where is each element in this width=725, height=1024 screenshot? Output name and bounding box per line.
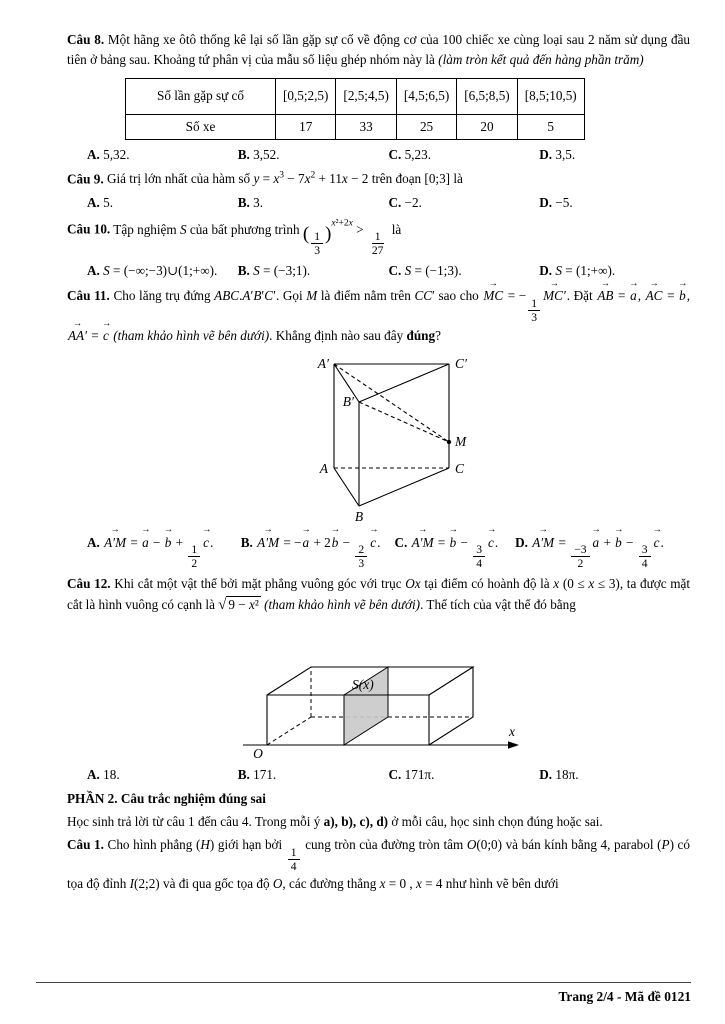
question-12 [67,574,690,786]
table-cell: 20 [457,114,517,139]
option-letter: C. [388,147,402,163]
option-text: 5,23. [404,147,431,163]
option-a [87,193,238,213]
page-footer [36,982,691,1008]
x-axis-label: x [508,724,515,740]
question-8-options [87,145,690,165]
part-2 [67,789,690,894]
question-11-figure-wrap [67,350,690,528]
option-b [238,193,389,213]
option-a [87,531,241,571]
table-header-cell: [8,5;10,5) [517,78,584,114]
cross-section-label: S(x) [351,677,374,693]
vertex-label-m: M [454,433,466,449]
question-11-statement [67,284,690,347]
option-b [241,531,395,571]
vertex-label-b: B [354,508,363,524]
option-letter: B. [237,194,250,210]
option-text: A′M → = −a → + 2b → − $\frac{2}{3}$ c →. [256,535,380,550]
option-text: 3,52. [253,147,280,163]
question-8-label: Câu 8. [67,32,105,47]
option-text: 171π. [404,767,435,783]
question-10-statement [67,216,690,258]
question-9-options [87,193,690,213]
question-9 [67,169,690,213]
question-8-statement [67,30,690,71]
question-10-text: Tập nghiệm S của bất phương trình ( $\frac{1}{3}$ )$^{x^2+2x}$ > $\frac{1}{27}$ là [113,218,402,258]
table-cell: 17 [276,114,336,139]
vertex-label-b-prime: B′ [342,393,354,409]
option-letter: B. [237,262,250,278]
question-9-label: Câu 9. [67,171,104,187]
option-letter: A. [87,147,100,163]
question-12-options [87,765,690,785]
option-a [87,145,238,165]
option-b [238,765,389,785]
option-c [389,193,540,213]
prism-hidden-edges [334,364,449,468]
table-header-cell: [2,5;4,5) [336,78,396,114]
option-letter: C. [388,767,402,783]
vertex-label-a-prime: A′ [317,355,329,371]
option-letter: D. [539,767,553,783]
option-c [395,531,516,571]
option-c [389,145,540,165]
question-10-label: Câu 10. [67,221,111,237]
vertex-label-a: A [319,460,328,476]
option-letter: C. [394,534,408,550]
option-text: 3,5. [555,147,576,163]
question-10 [67,216,690,281]
option-d [539,193,690,213]
option-text: A′M → = b → − $\frac{3}{4}$ c →. [411,535,499,550]
part2-heading: PHẦN 2. Câu trắc nghiệm đúng sai [67,790,266,806]
option-letter: A. [87,767,100,783]
option-text: S = (−1;3). [404,262,462,278]
option-c [389,261,540,281]
option-letter: B. [237,147,250,163]
option-letter: C. [388,262,402,278]
option-b [238,261,389,281]
table-header-cell: [0,5;2,5) [276,78,336,114]
prism-figure [264,350,494,528]
option-a [87,261,238,281]
table-cell: 5 [517,114,584,139]
question-9-text: Giá trị lớn nhất của hàm số $y = x^3 - 7x^2 + 11x - 2$ trên đoạn [0;3] là [106,170,463,187]
x-axis-arrow [508,741,519,749]
table-header-cell: [4,5;6,5) [396,78,456,114]
option-text: 18π. [555,767,579,783]
option-letter: A. [87,194,100,210]
table-header-cell: [6,5;8,5) [457,78,517,114]
option-letter: C. [388,194,402,210]
option-letter: D. [515,534,528,550]
option-text: 171. [253,767,277,783]
question-11-text: Cho lăng trụ đứng ABC.A′B′C′. Gọi M là điểm nằm trên CC′ sao cho MC → = − $\frac{1}{3}$ MC′ →. Đặt AB → = a →, AC → = b →, AA′ → = c → (tham khảo hình vẽ bên dưới). Khẳng định nào sau đây đúng? [67,288,690,343]
option-text: 18. [103,767,120,783]
question-12-statement [67,574,690,617]
option-letter: D. [539,194,553,210]
option-d [515,531,690,571]
option-letter: B. [237,767,250,783]
option-text: 3. [253,194,264,210]
option-letter: D. [539,262,553,278]
question-9-statement [67,169,690,190]
vertex-label-c-prime: C′ [454,355,467,371]
prism-solid-edges [334,364,449,506]
page-footer-text: Trang 2/4 - Mã đề 0121 [558,989,691,1005]
option-b [238,145,389,165]
option-text: A′M → = $\frac{-3}{2}$ a → + b → − $\frac{3}{4}$ c →. [531,535,664,550]
question-12-figure-wrap [67,620,690,762]
option-text: S = (1;+∞). [555,262,616,278]
part2-intro: Học sinh trả lời từ câu 1 đến câu 4. Trong mỗi ý a), b), c), d) ở mỗi câu, học sinh chọn đúng hoặc sai. [67,814,603,830]
table-cell: 33 [336,114,396,139]
solid-figure [229,620,529,762]
table-header-row [126,78,585,114]
option-text: −2. [404,194,422,210]
question-11-options [87,531,690,571]
table-cell: Số xe [126,114,276,139]
question-12-label: Câu 12. [67,575,111,591]
table-cell: 25 [396,114,456,139]
option-text: A′M → = a → − b → + $\frac{1}{2}$ c →. [103,535,213,550]
option-letter: D. [539,147,553,163]
option-text: −5. [555,194,573,210]
table-header-cell: Số lần gặp sự cố [126,78,276,114]
question-8 [67,30,690,166]
option-d [539,145,690,165]
vertex-label-c: C [454,460,464,476]
option-a [87,765,238,785]
option-text: 5,32. [103,147,130,163]
frequency-table [125,78,585,140]
option-text: 5. [103,194,114,210]
question-8-text: Một hãng xe ôtô thống kê lại số lần gặp sự cố về động cơ của 100 chiếc xe cùng loại sau 2 năm sử dụng đầu tiên ở bảng sau. Khoảng tứ phân vị của mẫu số liệu ghép nhóm này là (làm tròn kết quả đến hàng phần trăm) [67,32,691,68]
option-letter: A. [87,534,100,550]
part2-question-1-label: Câu 1. [67,837,104,853]
table-row [126,114,585,139]
question-11-label: Câu 11. [67,288,110,304]
option-c [389,765,540,785]
option-letter: A. [87,262,100,278]
question-11 [67,284,690,571]
option-letter: B. [240,534,253,550]
part2-question-1-text: Cho hình phẳng (H) giới hạn bởi $\frac{1}{4}$ cung tròn của đường tròn tâm O(0;0) và bán kính bằng 4, parabol (P) có tọa độ đỉnh I(2;2) và đi qua gốc tọa độ O, các đường thẳng x = 0 , x = 4 như hình vẽ bên dưới [67,837,691,891]
option-text: S = (−3;1). [253,262,311,278]
question-12-text: Khi cắt một vật thể bởi mặt phẳng vuông góc với trục Ox tại điểm có hoành độ là x (0 ≤ x ≤ 3), ta được mặt cắt là hình vuông có cạnh là √ 9 − x² (tham khảo hình vẽ bên dưới). Thể tích của vật thể đó bằng [67,575,690,614]
option-text: S = (−∞;−3)∪(1;+∞). [103,262,218,278]
origin-label: O [252,746,263,762]
point-m-dot [446,439,450,443]
part2-question-1-statement [67,835,690,894]
option-d [539,765,690,785]
